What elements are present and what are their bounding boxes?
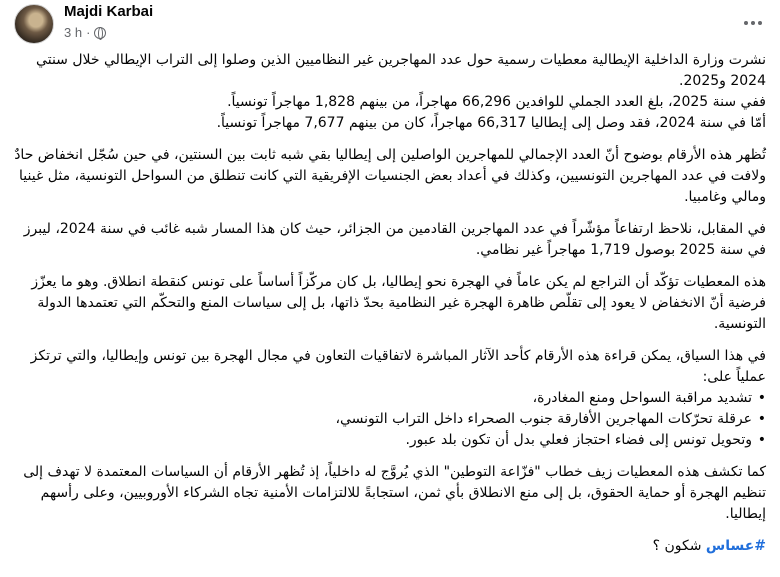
more-options-icon[interactable] xyxy=(742,12,764,34)
post-header xyxy=(0,0,780,48)
paragraph-line: في هذا السياق، يمكن قراءة هذه الأرقام كأحد الآثار المباشرة لاتفاقيات التعاون في مجال الهجرة بين تونس وإيطاليا، والتي ترتكز عملياً على: xyxy=(30,348,766,385)
closing-text: شكون ؟ xyxy=(652,538,706,554)
globe-icon xyxy=(94,27,106,39)
paragraph-line: تُظهر هذه الأرقام بوضوح أنّ العدد الإجمالي للمهاجرين الواصلين إلى إيطاليا بقي شبه ثابت بين السنتين، في حين سُجّل انخفاض حادٌ ولافت في عدد المهاجرين التونسيين، وكذلك في أعداد بعض الجنسيات الإفريقية التي كانت تنطلق من السواحل التونسية، مثل غينيا ومالي وغامبيا. xyxy=(14,147,766,205)
paragraph-line: في المقابل، نلاحظ ارتفاعاً مؤشّراً في عدد المهاجرين القادمين من الجزائر، حيث كان هذا المسار شبه غائب في سنة 2024، ليبرز في سنة 2025 بوصول 1,719 مهاجراً غير نظامي. xyxy=(23,221,766,258)
paragraph-line: هذه المعطيات تؤكّد أن التراجع لم يكن عاماً في الهجرة نحو إيطاليا، بل كان مركّزاً أساساً على تونس كنقطة انطلاق. وهو ما يعزّز فرضية أنّ الانخفاض لا يعود إلى تقلّص ظاهرة الهجرة غير النظامية بحدّ ذاتها، بل إلى سياسات المنع والتحكّم التي تعتمدها الدولة التونسية. xyxy=(31,274,766,332)
post-paragraph xyxy=(14,462,766,525)
paragraph-line: نشرت وزارة الداخلية الإيطالية معطيات رسمية حول عدد المهاجرين غير النظاميين الذين وصلوا إلى التراب الإيطالي خلال سنتي 2024 و2025. xyxy=(36,52,766,89)
paragraph-line: كما تكشف هذه المعطيات زيف خطاب "فزّاعة التوطين" الذي يُروَّج له داخلياً، إذ تُظهر الأرقام أن السياسات المعتمدة لا تهدف إلى تنظيم الهجرة أو حماية الحقوق، بل إلى منع الانطلاق بأي ثمن، استجابةً للالتزامات الأمنية تجاه الشركاء الأوروبيين، وعلى رأسهم إيطاليا. xyxy=(23,464,766,522)
author-name[interactable]: Majdi Karbai xyxy=(64,3,154,20)
paragraph-line: ففي سنة 2025، بلغ العدد الجملي للوافدين 66,296 مهاجراً، من بينهم 1,828 مهاجراً تونسياً. xyxy=(227,94,766,110)
post-paragraph xyxy=(14,346,766,451)
bullet-item: • وتحويل تونس إلى فضاء احتجاز فعلي بدل أن تكون بلد عبور. xyxy=(14,430,766,451)
author-avatar[interactable] xyxy=(14,4,54,44)
post-time[interactable]: 3 h xyxy=(64,25,83,40)
closing-line xyxy=(14,536,766,557)
meta-separator: · xyxy=(86,25,91,40)
bullet-item: • تشديد مراقبة السواحل ومنع المغادرة، xyxy=(14,388,766,409)
post-meta xyxy=(64,25,106,40)
post-paragraph xyxy=(14,145,766,208)
bullet-item: • عرقلة تحرّكات المهاجرين الأفارقة جنوب الصحراء داخل التراب التونسي، xyxy=(14,409,766,430)
bullet-list xyxy=(14,388,766,451)
post-paragraph xyxy=(14,272,766,335)
paragraph-line: أمّا في سنة 2024، فقد وصل إلى إيطاليا 66,317 مهاجراً، كان من بينهم 7,677 مهاجراً تونسياً. xyxy=(216,115,766,131)
post-body xyxy=(14,50,766,557)
hashtag-link[interactable]: #عساس xyxy=(705,538,766,554)
post-paragraph xyxy=(14,50,766,134)
post-paragraph xyxy=(14,219,766,261)
